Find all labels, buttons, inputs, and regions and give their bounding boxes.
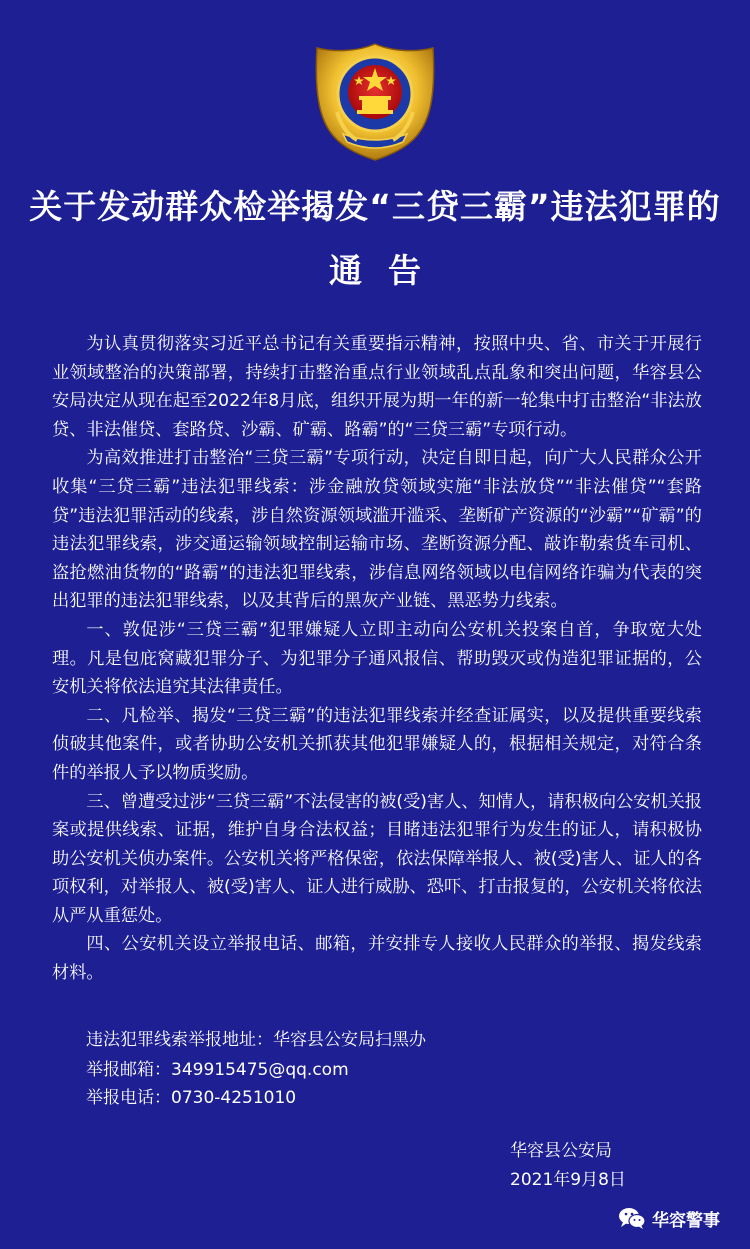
notice-body xyxy=(52,330,702,988)
wechat-watermark xyxy=(618,1203,720,1233)
wechat-icon xyxy=(618,1206,646,1230)
paragraph: 一、敦促涉“三贷三霸”犯罪嫌疑人立即主动向公安机关投案自首，争取宽大处理。凡是包庇窝藏犯罪分子、为犯罪分子通风报信、帮助毁灭或伪造犯罪证据的，公安机关将依法追究其法律责任。 xyxy=(52,619,702,698)
paragraph: 三、曾遭受过涉“三贷三霸”不法侵害的被(受)害人、知情人，请积极向公安机关报案或提供线索、证据，维护自身合法权益；目睹违法犯罪行为发生的证人，请积极协助公安机关侦办案件。公安机关将严格保密，依法保障举报人、被(受)害人、证人的各项权利，对举报人、被(受)害人、证人进行威胁、恐吓、打击报复的，公安机关将依法从严从重惩处。 xyxy=(52,791,702,926)
paragraph: 二、凡检举、揭发“三贷三霸”的违法犯罪线索并经查证属实，以及提供重要线索侦破其他案件，或者协助公安机关抓获其他犯罪嫌疑人的，根据相关规定，对符合条件的举报人予以物质奖励。 xyxy=(52,705,702,783)
notice-title-subtitle: 通告 xyxy=(329,251,447,290)
report-email: 举报邮箱：349915475@qq.com xyxy=(86,1060,349,1080)
paragraph: 四、公安机关设立举报电话、邮箱，并安排专人接收人民群众的举报、揭发线索材料。 xyxy=(52,934,702,984)
signature-date: 2021年9月8日 xyxy=(510,1170,626,1190)
report-phone: 举报电话：0730-4251010 xyxy=(86,1088,297,1108)
police-emblem-icon xyxy=(313,42,437,162)
notice-title: 关于发动群众检举揭发“三贷三霸”违法犯罪的 xyxy=(29,187,721,226)
paragraph: 为高效推进打击整治“三贷三霸”专项行动，决定自即日起，向广大人民群众公开收集“三贷三霸”违法犯罪线索：涉金融放贷领域实施“非法放贷”“非法催贷”“套路贷”违法犯罪活动的线索，涉自然资源领域滥开滥采、垄断矿产资源的“沙霸”“矿霸”的违法犯罪线索，涉交通运输领域控制运输市场、垄断资源分配、敲诈勒索货车司机、盗抢燃油货物的“路霸”的违法犯罪线索，涉信息网络领域以电信网络诈骗为代表的突出犯罪的违法犯罪线索，以及其背后的黑灰产业链、黑恶势力线索。 xyxy=(52,448,702,612)
report-address: 违法犯罪线索举报地址：华容县公安局扫黑办 xyxy=(86,1030,426,1050)
signature-org: 华容县公安局 xyxy=(510,1141,612,1161)
watermark-label: 华容警事 xyxy=(652,1210,720,1231)
paragraph: 为认真贯彻落实习近平总书记有关重要指示精神，按照中央、省、市关于开展行业领域整治的决策部署，持续打击整治重点行业领域乱点乱象和突出问题，华容县公安局决定从现在起至2022年8月底，组织开展为期一年的新一轮集中打击整治“非法放贷、非法催贷、套路贷、沙霸、矿霸、路霸”的“三贷三霸”专项行动。 xyxy=(52,334,702,440)
